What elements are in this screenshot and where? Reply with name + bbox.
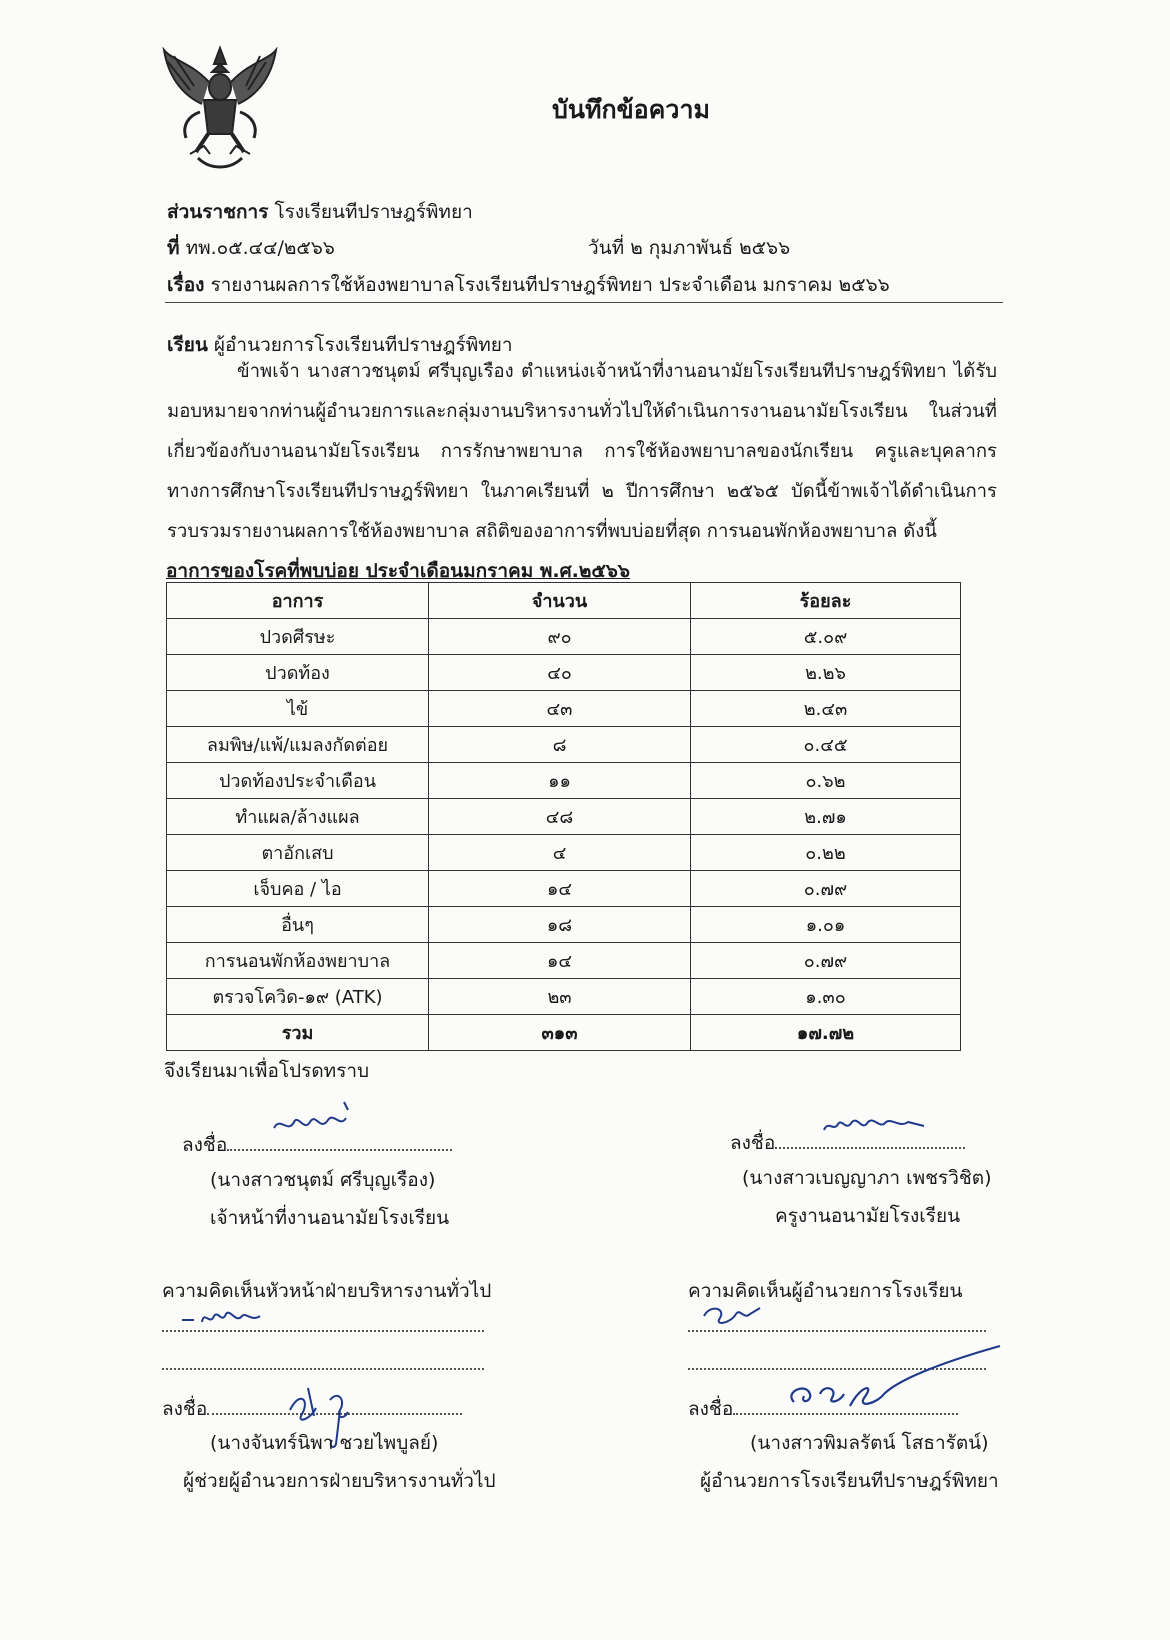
symptom-table — [166, 582, 961, 1051]
sign-label: ลงชื่อ — [182, 1134, 228, 1156]
count-cell: ๑๘ — [429, 907, 691, 943]
count-cell: ๑๔ — [429, 871, 691, 907]
head-position: ผู้ช่วยผู้อำนวยการฝ่ายบริหารงานทั่วไป — [183, 1470, 496, 1492]
symptom-cell: เจ็บคอ / ไอ — [167, 871, 429, 907]
officer-name: (นางสาวชนุตม์ ศรีบุญเรือง) — [210, 1169, 436, 1191]
symptom-cell: ปวดท้อง — [167, 655, 429, 691]
total-percent-cell: ๑๗.๗๒ — [691, 1015, 961, 1051]
percent-cell: ๐.๖๒ — [691, 763, 961, 799]
sign-label: ลงชื่อ — [162, 1398, 208, 1420]
symptom-cell: ไข้ — [167, 691, 429, 727]
total-label-cell: รวม — [167, 1015, 429, 1051]
table-row — [167, 943, 961, 979]
sign-label: ลงชื่อ — [730, 1132, 776, 1154]
ref-value: ทพ.๐๕.๔๔/๒๕๖๖ — [185, 237, 335, 259]
closing-text: จึงเรียนมาเพื่อโปรดทราบ — [164, 1060, 370, 1082]
subject-line — [167, 270, 890, 300]
director-opinion-label: ความคิดเห็นผู้อำนวยการโรงเรียน — [688, 1280, 963, 1302]
table-row — [167, 799, 961, 835]
table-row — [167, 763, 961, 799]
table-total-row — [167, 1015, 961, 1051]
header-divider — [165, 302, 1003, 303]
director-signature — [780, 1338, 1005, 1418]
teacher-position: ครูงานอนามัยโรงเรียน — [775, 1205, 961, 1227]
percent-cell: ๒.๒๖ — [691, 655, 961, 691]
director-opinion-handwriting — [700, 1300, 770, 1330]
symptom-cell: ทำแผล/ล้างแผล — [167, 799, 429, 835]
count-cell: ๒๓ — [429, 979, 691, 1015]
subject-label: เรื่อง — [167, 274, 205, 296]
table-row — [167, 835, 961, 871]
percent-cell: ๑.๓๐ — [691, 979, 961, 1015]
symptom-cell: อื่นๆ — [167, 907, 429, 943]
to-value: ผู้อำนวยการโรงเรียนทีปราษฎร์พิทยา — [213, 334, 513, 356]
agency-label: ส่วนราชการ — [167, 201, 269, 223]
table-row — [167, 979, 961, 1015]
percent-cell: ๐.๗๙ — [691, 871, 961, 907]
count-cell: ๔ — [429, 835, 691, 871]
count-cell: ๔๘ — [429, 799, 691, 835]
teacher-signature — [820, 1110, 930, 1140]
count-cell: ๔๓ — [429, 691, 691, 727]
symptom-cell: การนอนพักห้องพยาบาล — [167, 943, 429, 979]
ref-line — [167, 233, 335, 263]
to-label: เรียน — [167, 334, 208, 356]
percent-cell: ๑.๐๑ — [691, 907, 961, 943]
teacher-name: (นางสาวเบญญาภา เพชรวิชิต) — [742, 1167, 992, 1189]
table-row — [167, 907, 961, 943]
head-opinion-line-1 — [162, 1330, 484, 1332]
symptom-cell: ปวดท้องประจำเดือน — [167, 763, 429, 799]
symptom-cell: ตรวจโควิด-๑๙ (ATK) — [167, 979, 429, 1015]
symptom-cell: ลมพิษ/แพ้/แมลงกัดต่อย — [167, 727, 429, 763]
subject-value: รายงานผลการใช้ห้องพยาบาลโรงเรียนทีปราษฎร์พิทยา ประจำเดือน มกราคม ๒๕๖๖ — [210, 274, 890, 296]
garuda-emblem — [160, 42, 280, 172]
table-row — [167, 871, 961, 907]
count-cell: ๘ — [429, 727, 691, 763]
count-cell: ๑๑ — [429, 763, 691, 799]
percent-cell: ๕.๐๙ — [691, 619, 961, 655]
date-text: วันที่ ๒ กุมภาพันธ์ ๒๕๖๖ — [588, 237, 791, 259]
percent-cell: ๒.๗๑ — [691, 799, 961, 835]
symptom-cell: ปวดศีรษะ — [167, 619, 429, 655]
director-opinion-line-1 — [688, 1330, 986, 1332]
officer-position: เจ้าหน้าที่งานอนามัยโรงเรียน — [210, 1207, 450, 1229]
memo-title: บันทึกข้อความ — [552, 95, 710, 124]
head-name: (นางจันทร์นิพา ชวยไพบูลย์) — [210, 1432, 439, 1454]
header-percent: ร้อยละ — [691, 583, 961, 619]
agency-line — [167, 197, 473, 227]
agency-value: โรงเรียนทีปราษฎร์พิทยา — [274, 201, 473, 223]
head-opinion-handwriting — [180, 1302, 270, 1332]
header-count: จำนวน — [429, 583, 691, 619]
total-count-cell: ๓๑๓ — [429, 1015, 691, 1051]
table-row — [167, 727, 961, 763]
officer-signature — [270, 1098, 360, 1144]
ref-label: ที่ — [167, 237, 180, 259]
percent-cell: ๐.๗๙ — [691, 943, 961, 979]
body-paragraph: ข้าพเจ้า นางสาวชนุตม์ ศรีบุญเรือง ตำแหน่งเจ้าหน้าที่งานอนามัยโรงเรียนทีปราษฎร์พิทยา ได้รับมอบหมายจากท่านผู้อำนวยการและกลุ่มงานบริหารงานทั่วไปให้ดำเนินการงานอนามัยโรงเรียน ในส่วนที่เกี่ยวข้องกับงานอนามัยโรงเรียน การรักษาพยาบาล การใช้ห้องพยาบาลของนักเรียน ครูและบุคลากรทางการศึกษาโรงเรียนทีปราษฎร์พิทยา ในภาคเรียนที่ ๒ ปีการศึกษา ๒๕๖๕ บัดนี้ข้าพเจ้าได้ดำเนินการรวบรวมรายงานผลการใช้ห้องพยาบาล สถิติของอาการที่พบบ่อยที่สุด การนอนพักห้องพยาบาล ดังนี้ — [167, 361, 997, 542]
director-name: (นางสาวพิมลรัตน์ โสธารัตน์) — [750, 1432, 989, 1454]
sign-label: ลงชื่อ — [688, 1398, 734, 1420]
symptom-cell: ตาอักเสบ — [167, 835, 429, 871]
percent-cell: ๒.๔๓ — [691, 691, 961, 727]
head-opinion-label: ความคิดเห็นหัวหน้าฝ่ายบริหารงานทั่วไป — [162, 1280, 492, 1302]
table-row — [167, 619, 961, 655]
count-cell: ๑๔ — [429, 943, 691, 979]
header-symptom: อาการ — [167, 583, 429, 619]
table-heading: อาการของโรคที่พบบ่อย ประจำเดือนมกราคม พ.ศ.๒๕๖๖ — [166, 560, 630, 582]
count-cell: ๙๐ — [429, 619, 691, 655]
percent-cell: ๐.๔๕ — [691, 727, 961, 763]
table-header-row — [167, 583, 961, 619]
table-row — [167, 655, 961, 691]
director-position: ผู้อำนวยการโรงเรียนทีปราษฎร์พิทยา — [700, 1470, 999, 1492]
table-row — [167, 691, 961, 727]
percent-cell: ๐.๒๒ — [691, 835, 961, 871]
count-cell: ๔๐ — [429, 655, 691, 691]
